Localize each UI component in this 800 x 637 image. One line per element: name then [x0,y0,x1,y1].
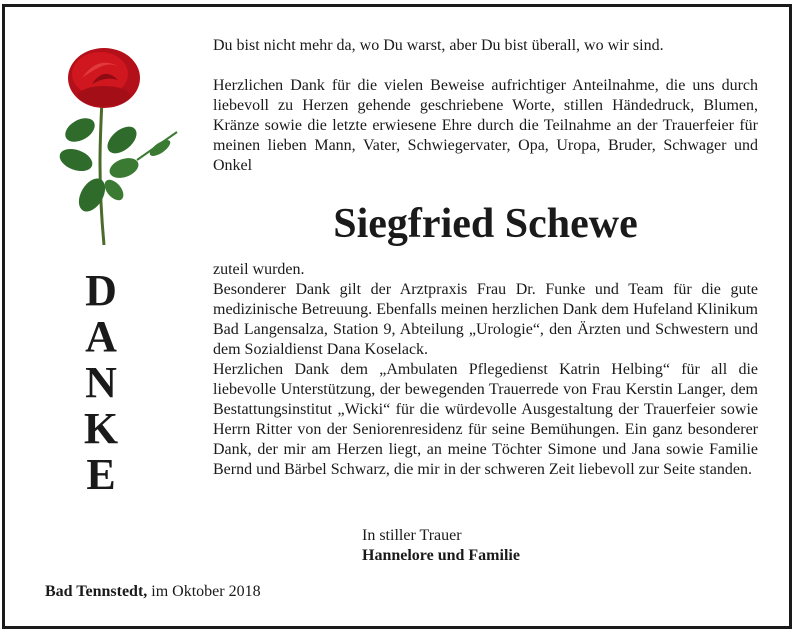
danke-letter: A [85,312,117,361]
body-line: zuteil wurden. [213,261,305,278]
thanks-intro-text: Herzlichen Dank für die vielen Beweise aufrichtiger Anteilnahme, die uns durch liebevoll zu Herzen gehende geschriebene Worte, stillen Händedruck, Blumen, Kränze sowie die letzte erwiesene Ehre durch die Teilnahme an der Trauerfeier für meinen lieben Mann, Vater, Schwiegervater, Opa, Uropa, Bruder, Schwager und Onkel [213,77,758,174]
intro-quote: Du bist nicht mehr da, wo Du warst, aber Du bist überall, wo wir sind. [213,37,664,54]
place-town: Bad Tennstedt, [45,583,148,600]
deceased-name: Siegfried Schewe [333,201,638,247]
signature-name: Hannelore und Familie [362,547,520,564]
danke-letter: K [83,404,119,453]
danke-vertical-heading [78,268,124,498]
danke-letter: D [85,266,117,315]
danke-letter: E [86,450,116,499]
body-line: Besonderer Dank gilt der Arztpraxis Frau Dr. Funke und Team für die gute medizinische Betreuung. Ebenfalls meinen herzlichen Dank dem Hufeland Klinikum Bad Langensalza, Station 9, Abteilung „Urologie“, den Ärzten und Schwestern und dem Sozialdienst Dana Koselack. [213,281,758,358]
red-rose-image [42,40,192,250]
place-date [45,582,261,602]
signature-block [362,526,520,566]
signature-line: In stiller Trauer [362,527,462,544]
danke-letter: N [85,358,117,407]
place-date-text: im Oktober 2018 [147,583,261,600]
body-line: Herzlichen Dank dem „Ambulaten Pflegedienst Katrin Helbing“ für all die liebevolle Unterstützung, der bewegenden Trauerrede von Frau Kerstin Langer, dem Bestattungsinstitut „Wicki“ für die würdevolle Ausgestaltung der Trauerfeier sowie Herrn Ritter von der Seniorenresidenz für seine Bemühungen. Ein ganz besonderer Dank, der mir am Herzen liegt, an meine Töchter Simone und Jana sowie Familie Bernd und Bärbel Schwarz, die mir in der schweren Zeit liebevoll zur Seite standen. [213,361,758,478]
body-paragraph [213,260,758,480]
thanks-intro-paragraph [213,76,758,176]
